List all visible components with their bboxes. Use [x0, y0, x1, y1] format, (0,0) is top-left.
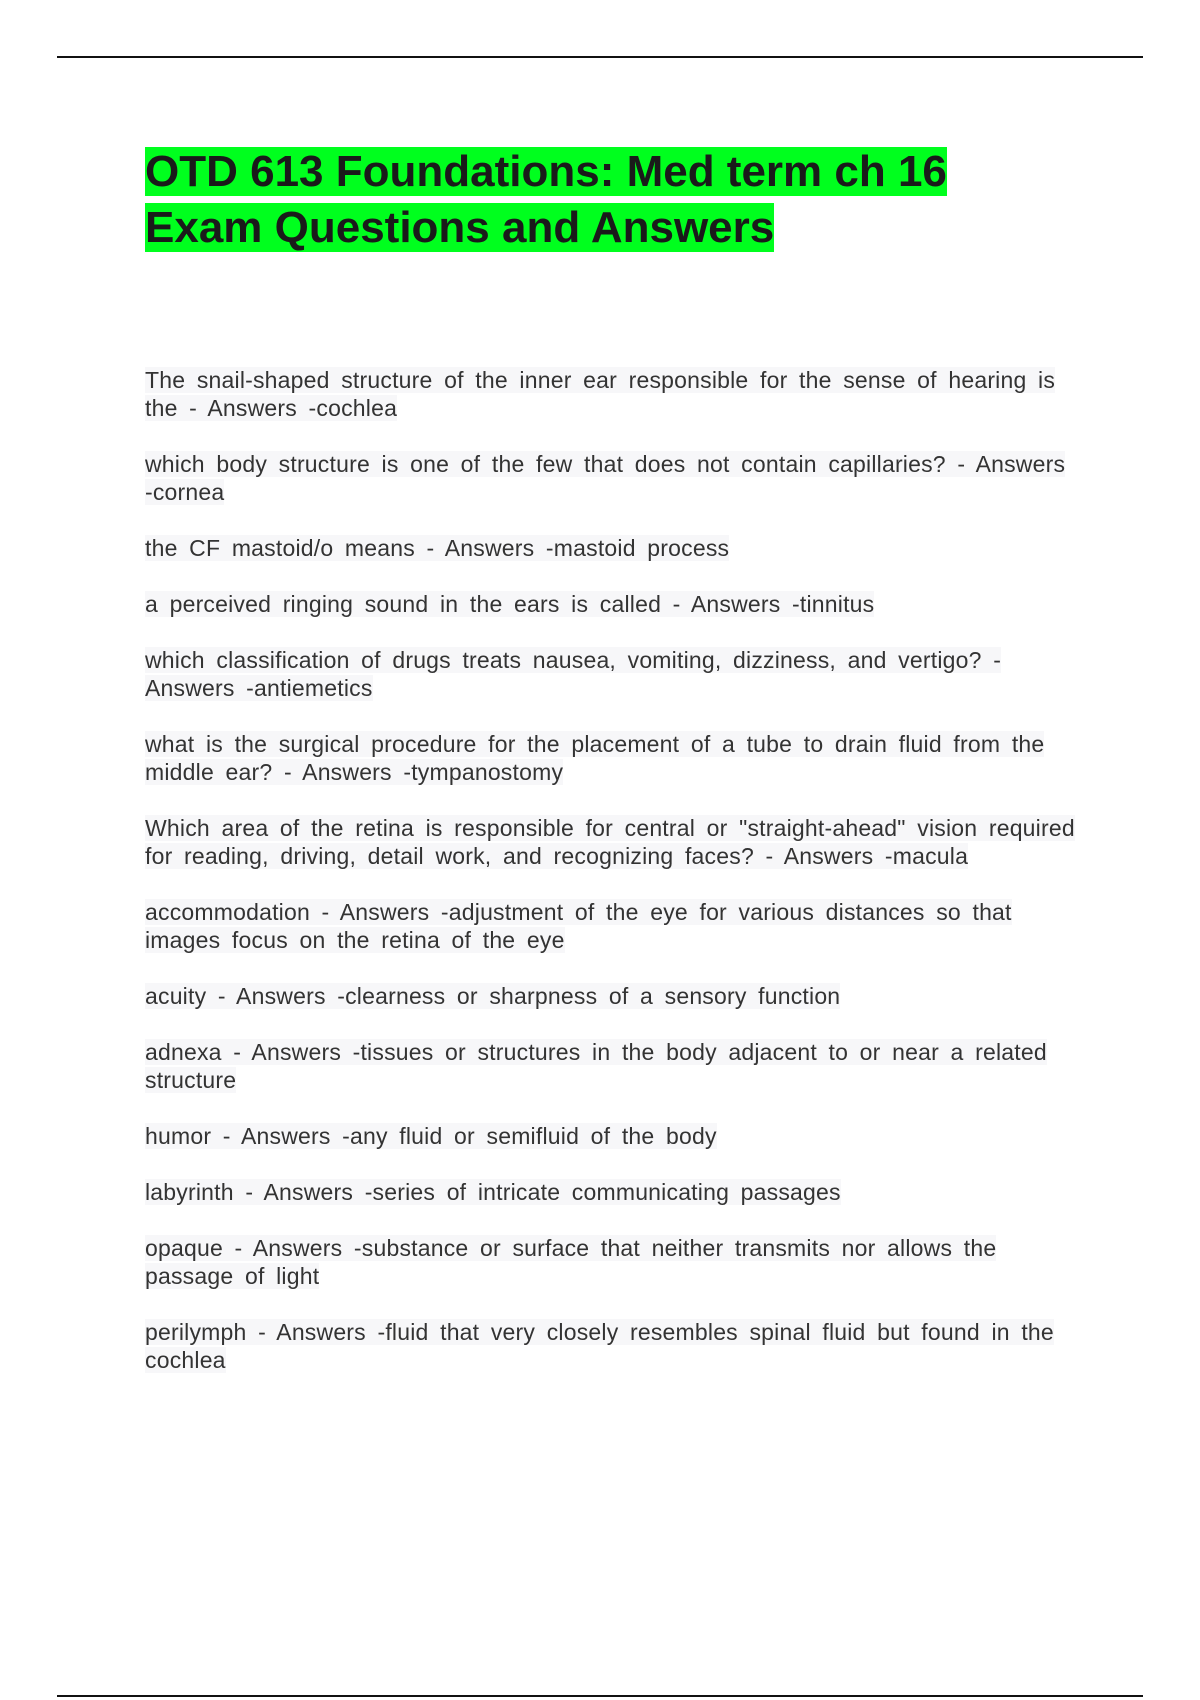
qa-item: which body structure is one of the few that does not contain capillaries? - Answers -cornea: [145, 451, 1066, 505]
qa-item: adnexa - Answers -tissues or structures in the body adjacent to or near a related structure: [145, 1039, 1047, 1093]
title-line-2: Exam Questions and Answers: [145, 203, 775, 252]
qa-item: what is the surgical procedure for the placement of a tube to drain fluid from the middle ear? - Answers -tympanostomy: [145, 731, 1045, 785]
header-rule: [57, 56, 1143, 58]
qa-item: opaque - Answers -substance or surface that neither transmits nor allows the passage of light: [145, 1235, 997, 1289]
qa-item: accommodation - Answers -adjustment of the eye for various distances so that images focus on the retina of the eye: [145, 899, 1012, 953]
qa-item: a perceived ringing sound in the ears is called - Answers -tinnitus: [145, 591, 875, 617]
qa-item: acuity - Answers -clearness or sharpness of a sensory function: [145, 983, 841, 1009]
qa-item: The snail-shaped structure of the inner ear responsible for the sense of hearing is the - Answers -cochlea: [145, 367, 1056, 421]
qa-item: humor - Answers -any fluid or semifluid of the body: [145, 1123, 717, 1149]
qa-item: which classification of drugs treats nausea, vomiting, dizziness, and vertigo? - Answers -antiemetics: [145, 647, 1002, 701]
footer-rule: [57, 1695, 1143, 1697]
qa-item: perilymph - Answers -fluid that very closely resembles spinal fluid but found in the cochlea: [145, 1319, 1054, 1373]
qa-item: the CF mastoid/o means - Answers -mastoid process: [145, 535, 730, 561]
qa-item: labyrinth - Answers -series of intricate communicating passages: [145, 1179, 841, 1205]
document-title: [145, 144, 1045, 256]
title-line-1: OTD 613 Foundations: Med term ch 16: [145, 147, 947, 196]
qa-list: [145, 366, 1081, 1402]
qa-item: Which area of the retina is responsible for central or "straight-ahead" vision required for reading, driving, detail work, and recognizing faces? - Answers -macula: [145, 815, 1075, 869]
